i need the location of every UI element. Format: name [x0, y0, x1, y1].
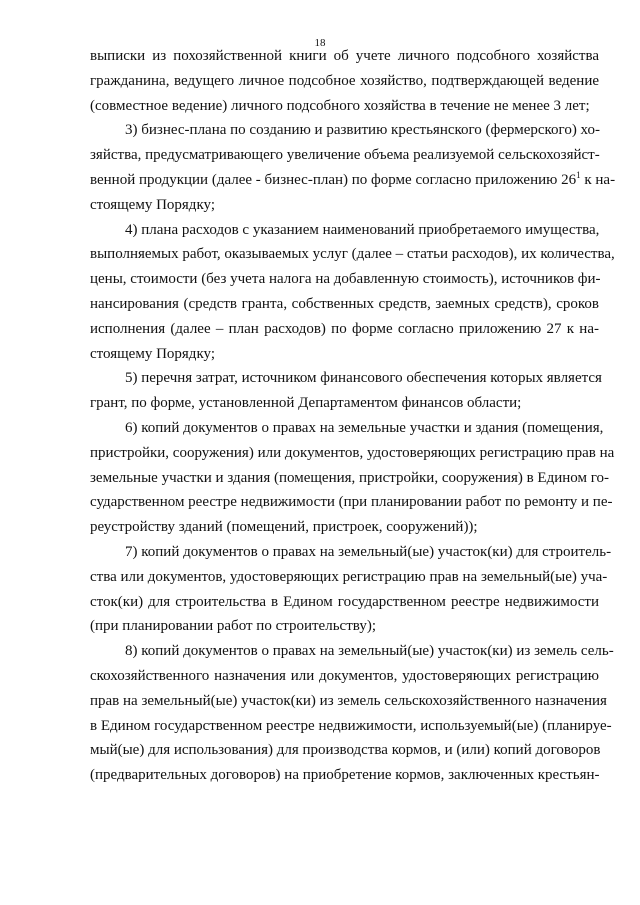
paragraph-extract-continuation: [90, 44, 599, 118]
paragraph-item-7: [90, 540, 612, 639]
document-body: [90, 44, 616, 788]
text-line: сток(ки) для строительства в Едином государственном реестре недвижимости: [90, 593, 599, 610]
text-line: [90, 168, 616, 193]
text-line: в Едином государственном реестре недвижимости, используемый(ые) (планируе-: [90, 717, 612, 734]
text-line: земельные участки и здания (помещения, пристройки, сооружения) в Едином го-: [90, 469, 610, 486]
text-line: 8) копий документов о правах на земельный(ые) участок(ки) из земель сель-: [125, 643, 614, 660]
paragraph-item-8: [90, 639, 614, 788]
text-line: скохозяйственного назначения или документов, удостоверяющих регистрацию: [90, 667, 599, 684]
paragraph-item-6: [90, 416, 615, 540]
paragraph-item-3: [90, 118, 616, 217]
superscript: 1: [576, 169, 581, 180]
text-line: нансирования (средств гранта, собственных средств, заемных средств), сроков: [90, 295, 599, 312]
text-line: сударственном реестре недвижимости (при планировании работ по ремонту и пе-: [90, 494, 613, 511]
text-line: прав на земельный(ые) участок(ки) из земель сельскохозяйственного назначения: [90, 692, 607, 709]
text-line: реустройству зданий (помещений, пристроек, сооружений));: [90, 519, 478, 536]
text-line: стоящему Порядку;: [90, 345, 215, 362]
page-number: 18: [314, 37, 326, 49]
text-line: 7) копий документов о правах на земельный(ые) участок(ки) для строитель-: [125, 543, 612, 560]
text-line: ства или документов, удостоверяющих регистрацию прав на земельный(ые) уча-: [90, 568, 608, 585]
text-line: пристройки, сооружения) или документов, удостоверяющих регистрацию прав на: [90, 444, 615, 461]
paragraph-item-4: [90, 218, 615, 367]
text-line-part: венной продукции (далее - бизнес-план) по форме согласно приложению 26: [90, 171, 577, 188]
text-line: (при планировании работ по строительству);: [90, 618, 376, 635]
text-line: стоящему Порядку;: [90, 196, 215, 213]
text-line-part: к на-: [580, 171, 616, 188]
text-line: исполнения (далее – план расходов) по форме согласно приложению 27 к на-: [90, 320, 599, 337]
text-line: 6) копий документов о правах на земельные участки и здания (помещения,: [125, 419, 604, 436]
text-line: 3) бизнес-плана по созданию и развитию крестьянского (фермерского) хо-: [125, 122, 600, 139]
text-line: выполняемых работ, оказываемых услуг (далее – статьи расходов), их количества,: [90, 246, 615, 263]
text-line: гражданина, ведущего личное подсобное хозяйство, подтверждающей ведение: [90, 72, 599, 89]
text-line: мый(ые) для использования) для производства кормов, и (или) копий договоров: [90, 742, 601, 759]
text-line: цены, стоимости (без учета налога на добавленную стоимость), источников фи-: [90, 271, 601, 288]
text-line: (совместное ведение) личного подсобного хозяйства в течение не менее 3 лет;: [90, 97, 590, 114]
text-line: (предварительных договоров) на приобретение кормов, заключенных крестьян-: [90, 767, 600, 784]
paragraph-item-5: [90, 366, 602, 416]
text-line: 5) перечня затрат, источником финансового обеспечения которых является: [125, 370, 602, 387]
text-line: выписки из похозяйственной книги об учете личного подсобного хозяйства: [90, 48, 599, 64]
text-line: 4) плана расходов с указанием наименований приобретаемого имущества,: [125, 221, 600, 238]
text-line: зяйства, предусматривающего увеличение объема реализуемой сельскохозяйст-: [90, 147, 600, 164]
text-line: грант, по форме, установленной Департаментом финансов области;: [90, 395, 522, 412]
